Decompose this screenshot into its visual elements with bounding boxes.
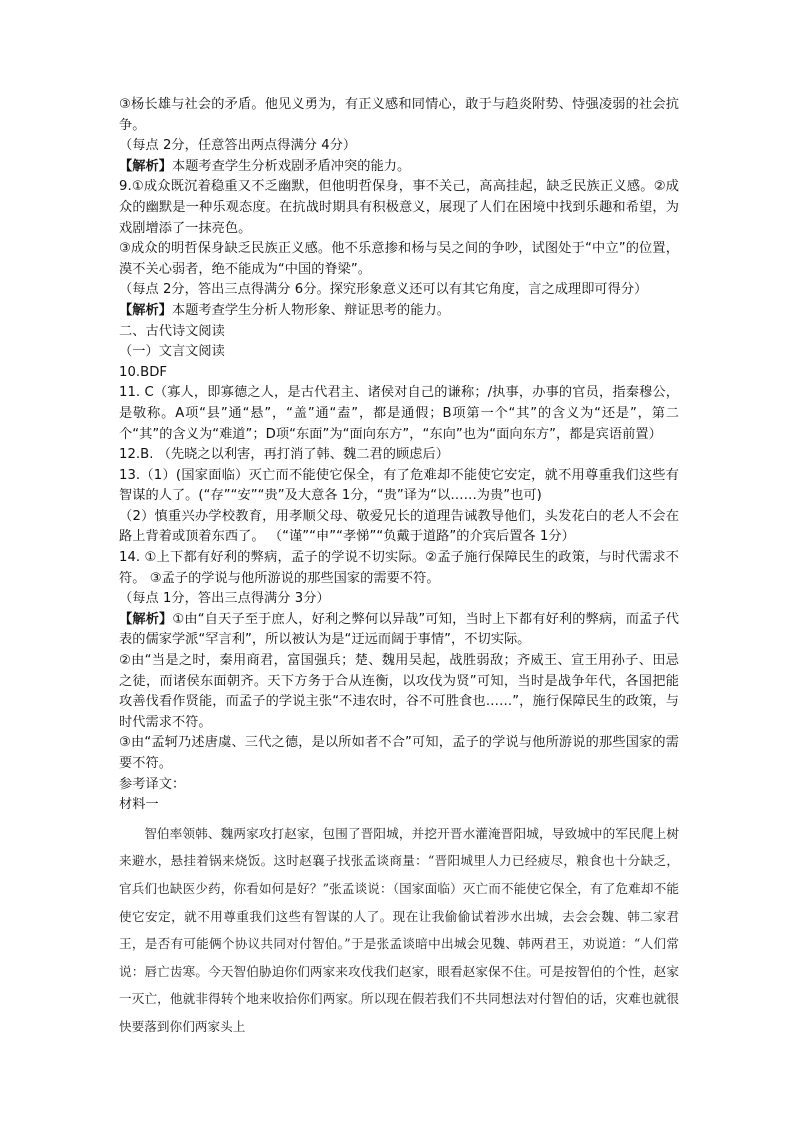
analysis-label: 【解析】	[119, 158, 172, 174]
analysis-paragraph: 【解析】本题考查学生分析人物形象、辩证思考的能力。	[119, 302, 450, 318]
paragraph: ③成众的明哲保身缺乏民族正义感。他不乐意掺和杨与吴之间的争吵，试图处于“中立”的位置，漠不关心弱者，绝不能成为“中国的脊梁”。	[119, 241, 679, 277]
paragraph: （每点 2分，任意答出两点得满分 4分）	[119, 138, 357, 154]
answer-content	[119, 95, 679, 1041]
answer-13-1: 13.（1）(国家面临）灭亡而不能使它保全，有了危难却不能使它安定，就不用尊重我们这些有智谋的人了。(“存”“安”“贵”及大意各 1分，“贵”译为“以……为贵”也可)	[119, 467, 679, 504]
answer-11: 11. C（寡人，即寡德之人，是古代君主、诸侯对自己的谦称；/执事，办事的官员，指秦穆公，是敬称。A项“县”通“悬”，“盖”通“盍”，都是通假；B项第一个“其”的含义为“还是”，第二个“其”的含义为“难道”；D项“东面”为“面向东方”，“东向”也为“面向东方”，都是宾语前置）	[119, 385, 679, 442]
translation-heading: 参考译文：	[119, 776, 186, 792]
section-heading: 二、古代诗文阅读	[119, 323, 225, 339]
paragraph: 9.①成众既沉着稳重又不乏幽默，但他明哲保身，事不关己，高高挂起，缺乏民族正义感。②成众的幽默是一种乐观态度。在抗战时期具有积极意义，展现了人们在困境中找到乐趣和希望，为戏剧增添了一抹亮色。	[119, 179, 679, 236]
analysis-paragraph: 【解析】本题考查学生分析戏剧矛盾冲突的能力。	[119, 158, 411, 174]
answer-12: 12.B. （先晓之以利害，再打消了韩、魏二君的顾虑后）	[119, 447, 449, 463]
answer-14: 14. ①上下都有好利的弊病，孟子的学说不切实际。②孟子施行保障民生的政策，与时代需求不符。 ③孟子的学说与他所游说的那些国家的需要不符。	[119, 550, 679, 586]
paragraph: （每点 2分，答出三点得满分 6分。探究形象意义还可以有其它角度，言之成理即可得分）	[119, 282, 648, 298]
analysis-label: 【解析】	[119, 611, 173, 627]
analysis-label: 【解析】	[119, 302, 172, 318]
paragraph: ②由“当是之时，秦用商君，富国强兵；楚、魏用吴起，战胜弱敌；齐威王、宣王用孙子、田忌之徒，而诸侯东面朝齐。天下方务于合从连衡，以攻伐为贤”可知，当时是战争年代，各国把能攻善伐看作贤能，而孟子的学说主张“不违农时，谷不可胜食也……”，施行保障民生的政策，与时代需求不符。	[119, 653, 679, 730]
paragraph: ③杨长雄与社会的矛盾。他见义勇为，有正义感和同情心，敢于与趋炎附势、恃强凌弱的社会抗争。	[119, 97, 679, 133]
analysis-paragraph: 【解析】①由“自天子至于庶人，好利之弊何以异哉”可知，当时上下都有好利的弊病，而孟子代表的儒家学派“罕言利”，所以被认为是“迂远而阔于事情”，不切实际。	[119, 611, 680, 648]
paragraph: ③由“孟轲乃述唐虞、三代之德，是以所如者不合”可知，孟子的学说与他所游说的那些国家的需要不符。	[119, 735, 679, 771]
answer-10: 10.BDF	[119, 364, 168, 380]
answer-13-2: （2）慎重兴办学校教育，用孝顺父母、敬爱兄长的道理告诫教导他们，头发花白的老人不会在路上背着或顶着东西了。 （“谨”“申”“孝悌”“负戴于道路”的介宾后置各 1分）	[119, 508, 679, 545]
paragraph: （每点 1分，答出三点得满分 3分）	[119, 591, 330, 607]
subsection-heading: （一）文言文阅读	[119, 344, 225, 360]
translation-text: 智伯率领韩、魏两家攻打赵家，包围了晋阳城，并挖开晋水灌淹晋阳城，导致城中的军民爬上树来避水，悬挂着锅来烧饭。这时赵襄子找张孟谈商量：“晋阳城里人力已经疲尽，粮食也十分缺乏，官兵们也缺医少药，你看如何是好？”张孟谈说：（国家面临）灭亡而不能使它保全，有了危难却不能使它安定，就不用尊重我们这些有智谋的人了。现在让我偷偷试着涉水出城，去会会魏、韩二家君王，是否有可能俩个协议共同对付智伯。”于是张孟谈暗中出城会见魏、韩两君王，劝说道：“人们常说：唇亡齿寒。今天智伯胁迫你们两家来攻伐我们赵家，眼看赵家保不住。可是按智伯的个性，赵家一灭亡，他就非得转个地来收拾你们两家。所以现在假若我们不共同想法对付智伯的话，灾难也就很快要落到你们两家头上	[119, 825, 679, 1034]
material-heading: 材料一	[119, 797, 159, 813]
